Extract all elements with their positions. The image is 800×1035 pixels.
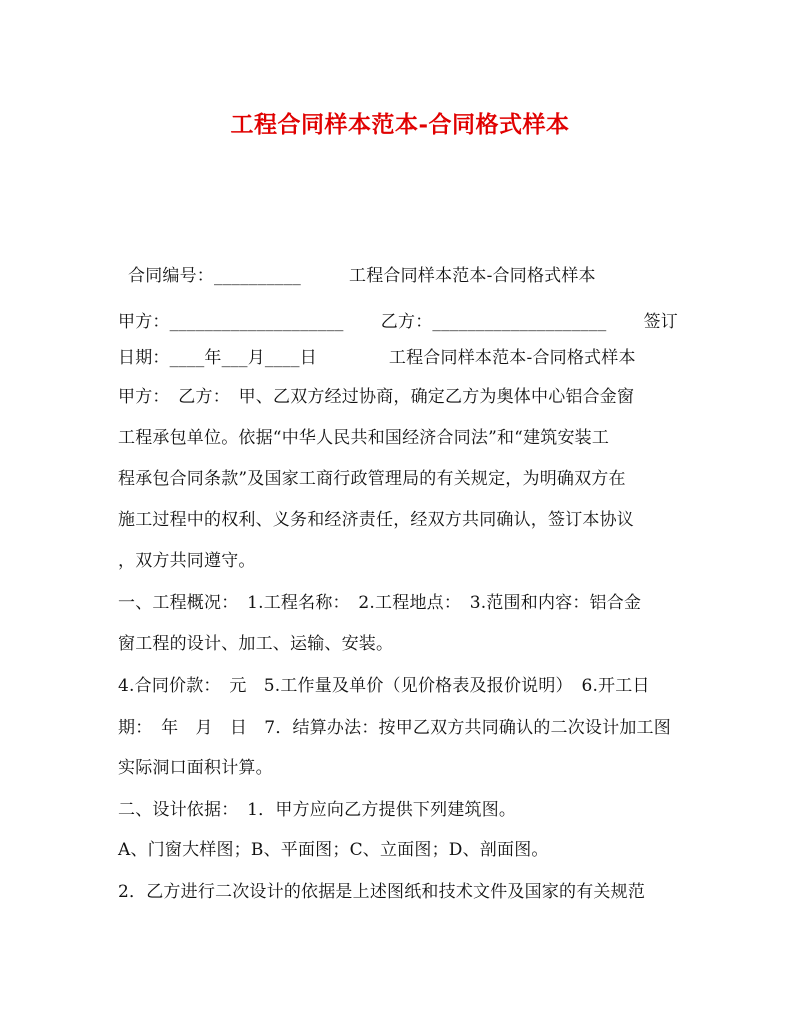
party-a-field: 甲方：____________________	[118, 312, 344, 332]
signing-date-field: 日期：____年___月____日	[118, 348, 317, 368]
signing-label: 签订	[643, 312, 678, 332]
body-line: 窗工程的设计、加工、运输、安装。	[118, 634, 394, 654]
body-line: A、门窗大样图；B、平面图；C、立面图；D、剖面图。	[118, 840, 549, 860]
signing-date-line	[118, 346, 678, 370]
contract-header-text: 工程合同样本范本-合同格式样本	[349, 266, 596, 286]
party-b-field: 乙方：____________________	[380, 312, 607, 332]
section-one-line: 一、工程概况： 1.工程名称： 2.工程地点： 3.范围和内容：铝合金	[118, 593, 642, 613]
document-title: 工程合同样本范本-合同格式样本	[230, 111, 570, 138]
repeated-header-text: 工程合同样本范本-合同格式样本	[388, 348, 636, 368]
body-line: 实际洞口面积计算。	[118, 758, 273, 778]
body-line: 期： 年 月 日 7．结算办法：按甲乙双方共同确认的二次设计加工图	[118, 718, 671, 738]
section-two-line: 二、设计依据： 1．甲方应向乙方提供下列建筑图。	[118, 800, 517, 820]
body-line: 工程承包单位。依据“中华人民共和国经济合同法”和“建筑安装工	[118, 428, 610, 448]
body-line: 施工过程中的权利、义务和经济责任，经双方共同确认，签订本协议	[118, 510, 634, 530]
parties-line	[118, 310, 678, 334]
contract-number-line	[128, 264, 688, 288]
body-line: 甲方： 乙方： 甲、乙双方经过协商，确定乙方为奥体中心铝合金窗	[118, 387, 635, 407]
contract-number-label: 合同编号：__________	[128, 266, 301, 286]
body-line: 程承包合同条款”及国家工商行政管理局的有关规定，为明确双方在	[118, 469, 626, 489]
body-line: ，双方共同遵守。	[118, 551, 256, 571]
body-line: 2．乙方进行二次设计的依据是上述图纸和技术文件及国家的有关规范	[118, 882, 646, 902]
body-line: 4.合同价款： 元 5.工作量及单价（见价格表及报价说明） 6.开工日	[118, 676, 650, 696]
